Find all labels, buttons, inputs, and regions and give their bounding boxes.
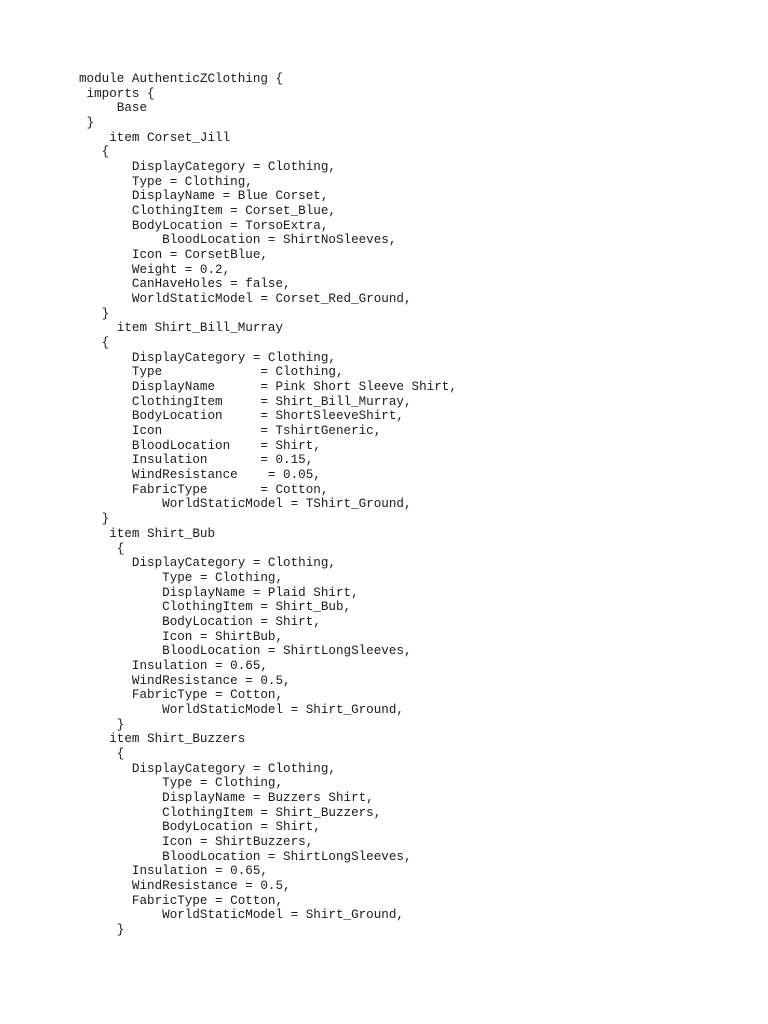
code-line: item Shirt_Bub — [79, 526, 216, 541]
code-line: DisplayCategory = Clothing, — [79, 761, 336, 776]
code-line: } — [79, 116, 95, 131]
code-line: WindResistance = 0.05, — [79, 468, 321, 483]
code-line: BodyLocation = Shirt, — [79, 820, 321, 835]
code-line: { — [79, 746, 125, 761]
code-line: DisplayName = Plaid Shirt, — [79, 585, 359, 600]
code-line: DisplayCategory = Clothing, — [79, 160, 336, 175]
code-line: BodyLocation = TorsoExtra, — [79, 218, 329, 233]
code-line: ClothingItem = Shirt_Buzzers, — [79, 805, 382, 820]
code-line: BloodLocation = ShirtLongSleeves, — [79, 644, 412, 659]
code-line: item Corset_Jill — [79, 130, 231, 145]
code-line: FabricType = Cotton, — [79, 482, 329, 497]
code-line: ClothingItem = Shirt_Bub, — [79, 600, 352, 615]
code-line: WorldStaticModel = Shirt_Ground, — [79, 908, 404, 923]
code-line: Icon = TshirtGeneric, — [79, 424, 382, 439]
code-line: imports { — [79, 86, 155, 101]
code-line: FabricType = Cotton, — [79, 688, 284, 703]
code-line: } — [79, 922, 125, 937]
code-line: WorldStaticModel = Corset_Red_Ground, — [79, 292, 412, 307]
code-line: Base — [79, 101, 148, 116]
code-line: } — [79, 306, 110, 321]
code-line: WorldStaticModel = Shirt_Ground, — [79, 702, 404, 717]
code-line: Icon = CorsetBlue, — [79, 248, 268, 263]
code-line: DisplayCategory = Clothing, — [79, 556, 336, 571]
code-line: Icon = ShirtBub, — [79, 629, 284, 644]
code-line: Type = Clothing, — [79, 365, 344, 380]
code-line: DisplayName = Buzzers Shirt, — [79, 790, 374, 805]
code-line: BloodLocation = Shirt, — [79, 438, 321, 453]
code-line: FabricType = Cotton, — [79, 893, 284, 908]
code-line: } — [79, 512, 110, 527]
code-line: item Shirt_Buzzers — [79, 732, 246, 747]
code-line: Weight = 0.2, — [79, 262, 231, 277]
code-line: BloodLocation = ShirtLongSleeves, — [79, 849, 412, 864]
code-line: { — [79, 541, 125, 556]
code-line: Insulation = 0.65, — [79, 658, 268, 673]
code-line: Insulation = 0.65, — [79, 864, 268, 879]
code-line: } — [79, 717, 125, 732]
code-line: Type = Clothing, — [79, 570, 284, 585]
code-line: DisplayCategory = Clothing, — [79, 350, 336, 365]
code-line: Insulation = 0.15, — [79, 453, 314, 468]
code-line: module AuthenticZClothing { — [79, 72, 284, 86]
code-line: WindResistance = 0.5, — [79, 878, 291, 893]
code-line: ClothingItem = Shirt_Bill_Murray, — [79, 394, 412, 409]
code-line: { — [79, 145, 110, 160]
code-line: { — [79, 336, 110, 351]
code-line: Icon = ShirtBuzzers, — [79, 834, 314, 849]
code-line: item Shirt_Bill_Murray — [79, 321, 284, 336]
code-block — [79, 72, 457, 938]
code-line: BloodLocation = ShirtNoSleeves, — [79, 233, 397, 248]
code-line: Type = Clothing, — [79, 776, 284, 791]
code-line: Type = Clothing, — [79, 174, 253, 189]
code-line: WindResistance = 0.5, — [79, 673, 291, 688]
code-line: BodyLocation = Shirt, — [79, 614, 321, 629]
code-line: ClothingItem = Corset_Blue, — [79, 204, 336, 219]
code-line: BodyLocation = ShortSleeveShirt, — [79, 409, 404, 424]
code-line: DisplayName = Pink Short Sleeve Shirt, — [79, 380, 457, 395]
code-line: DisplayName = Blue Corset, — [79, 189, 329, 204]
code-line: CanHaveHoles = false, — [79, 277, 291, 292]
code-line: WorldStaticModel = TShirt_Ground, — [79, 497, 412, 512]
